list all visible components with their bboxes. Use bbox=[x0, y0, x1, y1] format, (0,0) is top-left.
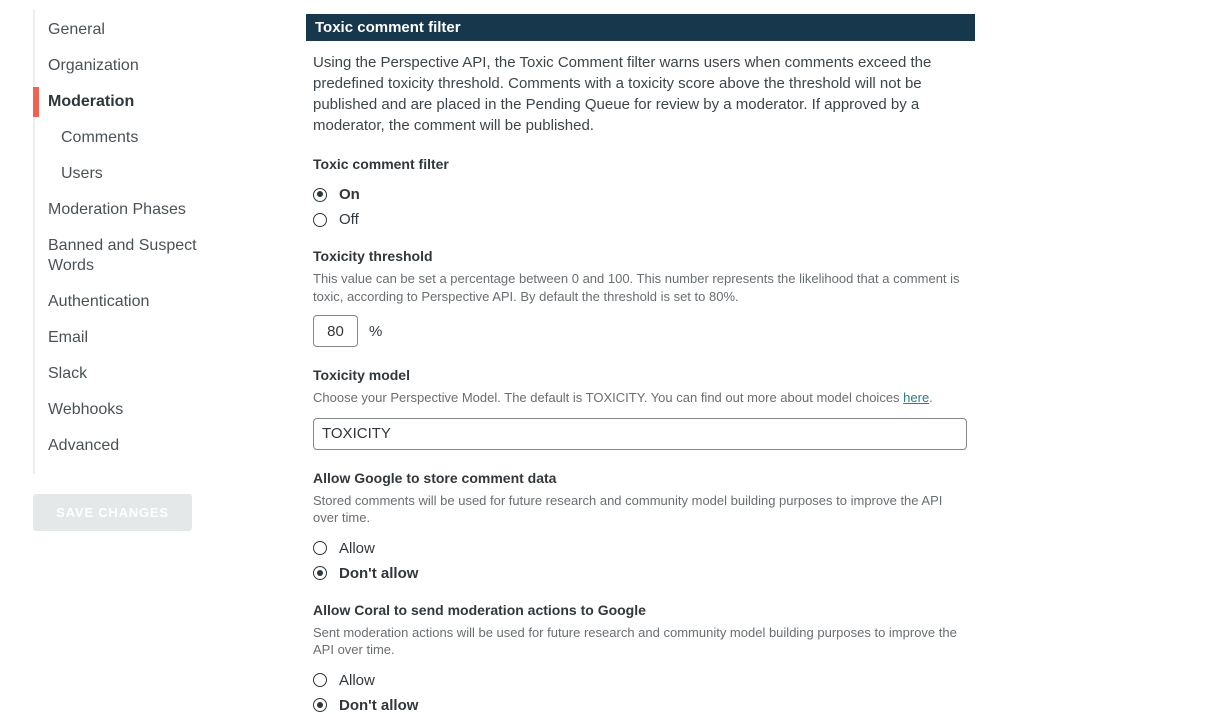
field-store-comment-data bbox=[313, 469, 975, 582]
model-description-text: Choose your Perspective Model. The default is TOXICITY. You can find out more about model choices bbox=[313, 390, 900, 405]
radio-allow-icon[interactable] bbox=[313, 673, 327, 687]
threshold-description: This value can be set a percentage between 0 and 100. This number represents the likelihood that a comment is toxic, according to Perspective API. By default the threshold is set to 80%. bbox=[313, 271, 960, 304]
sidebar-item-moderation-phases[interactable]: Moderation Phases bbox=[48, 201, 186, 218]
sidebar-item-moderation[interactable]: Moderation bbox=[35, 92, 245, 112]
field-toxicity-threshold bbox=[313, 247, 975, 347]
sidebar-item-comments[interactable]: Comments bbox=[61, 129, 139, 146]
model-choices-link[interactable]: here bbox=[903, 390, 930, 405]
sidebar-item-authentication[interactable]: Authentication bbox=[48, 293, 150, 310]
model-description-suffix: . bbox=[929, 390, 933, 405]
store-data-allow-label: Allow bbox=[339, 539, 375, 557]
send-actions-description: Sent moderation actions will be used for future research and community model building purposes to improve the API over time. bbox=[313, 624, 957, 657]
toxic-filter-label: Toxic comment filter bbox=[313, 156, 449, 172]
toxicity-model-input[interactable] bbox=[313, 418, 967, 450]
sidebar-item-webhooks[interactable]: Webhooks bbox=[48, 401, 124, 418]
store-data-allow-option[interactable] bbox=[313, 540, 975, 557]
field-toxicity-model bbox=[313, 366, 975, 450]
sidebar-item-organization[interactable]: Organization bbox=[48, 57, 139, 74]
sidebar-item-advanced[interactable]: Advanced bbox=[48, 437, 120, 454]
store-data-description: Stored comments will be used for future research and community model building purposes to improve the API over time. bbox=[313, 492, 943, 525]
field-toxic-comment-filter bbox=[313, 155, 975, 228]
toxic-filter-off-label: Off bbox=[339, 211, 359, 228]
settings-sidebar bbox=[0, 0, 306, 714]
settings-nav bbox=[33, 10, 306, 474]
section-header-toxic-comment-filter: Toxic comment filter bbox=[306, 14, 975, 41]
store-data-dont-allow-label: Don't allow bbox=[339, 564, 419, 582]
moderation-settings-main bbox=[306, 0, 975, 714]
radio-on-icon[interactable] bbox=[313, 188, 327, 202]
sidebar-item-users[interactable]: Users bbox=[61, 165, 103, 182]
send-actions-dont-allow-label: Don't allow bbox=[339, 696, 419, 714]
toxic-filter-off-option[interactable] bbox=[313, 211, 975, 228]
store-data-label: Allow Google to store comment data bbox=[313, 469, 557, 486]
threshold-input-row bbox=[313, 315, 975, 347]
send-actions-label: Allow Coral to send moderation actions to Google bbox=[313, 601, 646, 618]
section-content bbox=[306, 52, 975, 714]
toxic-filter-on-option[interactable] bbox=[313, 186, 975, 203]
send-actions-allow-option[interactable] bbox=[313, 672, 975, 689]
radio-off-icon[interactable] bbox=[313, 213, 327, 227]
radio-dont-allow-icon[interactable] bbox=[313, 566, 327, 580]
toxic-filter-on-label: On bbox=[339, 186, 360, 203]
model-description bbox=[313, 389, 969, 407]
save-changes-button[interactable]: SAVE CHANGES bbox=[33, 494, 192, 531]
radio-dont-allow-icon[interactable] bbox=[313, 698, 327, 712]
sidebar-item-general[interactable]: General bbox=[48, 21, 105, 38]
sidebar-item-banned-suspect-words[interactable]: Banned and Suspect Words bbox=[48, 237, 197, 274]
sidebar-item-email[interactable]: Email bbox=[48, 329, 89, 346]
sidebar-item-slack[interactable]: Slack bbox=[48, 365, 88, 382]
field-send-moderation-actions bbox=[313, 601, 975, 714]
threshold-input[interactable] bbox=[313, 315, 358, 347]
threshold-unit-label: % bbox=[369, 322, 383, 340]
radio-allow-icon[interactable] bbox=[313, 541, 327, 555]
send-actions-allow-label: Allow bbox=[339, 671, 375, 689]
section-intro-text: Using the Perspective API, the Toxic Comment filter warns users when comments exceed the predefined toxicity threshold. Comments with a toxicity score above the threshold will not be published and are placed in the Pending Queue for review by a moderator. If approved by a moderator, the comment will be published. bbox=[313, 54, 932, 134]
send-actions-dont-allow-option[interactable] bbox=[313, 697, 975, 714]
model-label: Toxicity model bbox=[313, 367, 410, 383]
threshold-label: Toxicity threshold bbox=[313, 248, 433, 264]
store-data-dont-allow-option[interactable] bbox=[313, 565, 975, 582]
